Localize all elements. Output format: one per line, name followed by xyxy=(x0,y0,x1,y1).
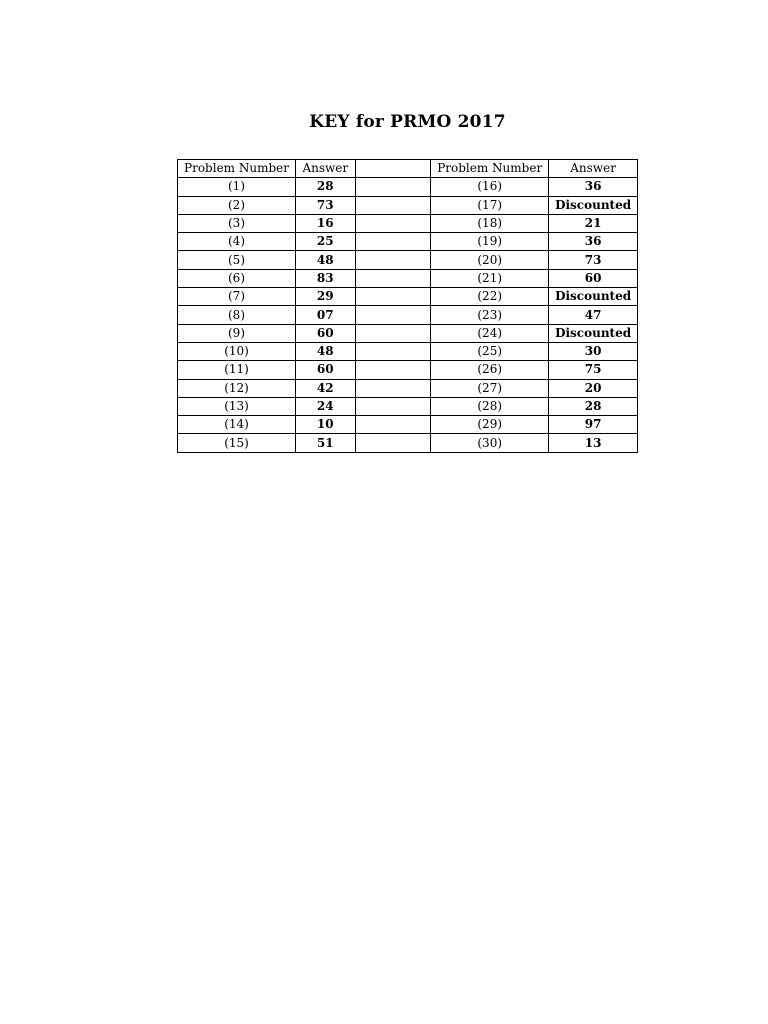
problem-number-cell: (26) xyxy=(431,361,549,379)
answer-cell: 51 xyxy=(296,434,356,452)
answer-cell: 24 xyxy=(296,397,356,415)
answer-cell: 36 xyxy=(549,178,638,196)
problem-number-cell: (24) xyxy=(431,324,549,342)
table-row xyxy=(178,416,638,434)
problem-number-cell: (29) xyxy=(431,416,549,434)
spacer-cell xyxy=(355,434,431,452)
spacer-cell xyxy=(355,361,431,379)
answer-cell: Discounted xyxy=(549,196,638,214)
problem-number-cell: (9) xyxy=(178,324,296,342)
answer-cell: 60 xyxy=(296,324,356,342)
header-answer: Answer xyxy=(296,160,356,178)
problem-number-cell: (21) xyxy=(431,269,549,287)
table-row xyxy=(178,178,638,196)
answer-cell: 48 xyxy=(296,342,356,360)
table-row xyxy=(178,288,638,306)
problem-number-cell: (20) xyxy=(431,251,549,269)
header-spacer xyxy=(355,160,431,178)
spacer-cell xyxy=(355,214,431,232)
table-row xyxy=(178,379,638,397)
spacer-cell xyxy=(355,306,431,324)
table-row xyxy=(178,324,638,342)
answer-cell: 60 xyxy=(549,269,638,287)
spacer-cell xyxy=(355,196,431,214)
answer-cell: 42 xyxy=(296,379,356,397)
answer-cell: 21 xyxy=(549,214,638,232)
answer-cell: Discounted xyxy=(549,288,638,306)
table-body xyxy=(178,178,638,452)
answer-cell: 13 xyxy=(549,434,638,452)
header-answer-2: Answer xyxy=(549,160,638,178)
spacer-cell xyxy=(355,324,431,342)
answer-cell: 29 xyxy=(296,288,356,306)
answer-cell: 97 xyxy=(549,416,638,434)
problem-number-cell: (16) xyxy=(431,178,549,196)
problem-number-cell: (7) xyxy=(178,288,296,306)
problem-number-cell: (13) xyxy=(178,397,296,415)
spacer-cell xyxy=(355,288,431,306)
spacer-cell xyxy=(355,251,431,269)
problem-number-cell: (3) xyxy=(178,214,296,232)
problem-number-cell: (11) xyxy=(178,361,296,379)
header-problem-number: Problem Number xyxy=(178,160,296,178)
problem-number-cell: (10) xyxy=(178,342,296,360)
problem-number-cell: (28) xyxy=(431,397,549,415)
answer-cell: 25 xyxy=(296,233,356,251)
answer-cell: 30 xyxy=(549,342,638,360)
table-row xyxy=(178,233,638,251)
table-row xyxy=(178,434,638,452)
spacer-cell xyxy=(355,269,431,287)
answer-cell: 60 xyxy=(296,361,356,379)
problem-number-cell: (2) xyxy=(178,196,296,214)
answer-cell: 20 xyxy=(549,379,638,397)
table-row xyxy=(178,306,638,324)
table-row xyxy=(178,361,638,379)
answer-cell: 16 xyxy=(296,214,356,232)
problem-number-cell: (6) xyxy=(178,269,296,287)
answer-cell: 48 xyxy=(296,251,356,269)
problem-number-cell: (27) xyxy=(431,379,549,397)
answer-cell: Discounted xyxy=(549,324,638,342)
table-row xyxy=(178,214,638,232)
problem-number-cell: (18) xyxy=(431,214,549,232)
spacer-cell xyxy=(355,178,431,196)
answer-cell: 28 xyxy=(549,397,638,415)
problem-number-cell: (5) xyxy=(178,251,296,269)
answer-cell: 83 xyxy=(296,269,356,287)
table-row xyxy=(178,269,638,287)
problem-number-cell: (23) xyxy=(431,306,549,324)
spacer-cell xyxy=(355,397,431,415)
answer-cell: 10 xyxy=(296,416,356,434)
problem-number-cell: (4) xyxy=(178,233,296,251)
problem-number-cell: (12) xyxy=(178,379,296,397)
page-title: KEY for PRMO 2017 xyxy=(309,112,506,132)
problem-number-cell: (1) xyxy=(178,178,296,196)
answer-cell: 07 xyxy=(296,306,356,324)
problem-number-cell: (22) xyxy=(431,288,549,306)
problem-number-cell: (14) xyxy=(178,416,296,434)
answer-cell: 73 xyxy=(296,196,356,214)
header-row xyxy=(178,160,638,178)
problem-number-cell: (15) xyxy=(178,434,296,452)
spacer-cell xyxy=(355,416,431,434)
table-row xyxy=(178,251,638,269)
problem-number-cell: (25) xyxy=(431,342,549,360)
table-row xyxy=(178,397,638,415)
answer-key-table xyxy=(177,159,638,453)
problem-number-cell: (30) xyxy=(431,434,549,452)
table-row xyxy=(178,342,638,360)
answer-cell: 47 xyxy=(549,306,638,324)
spacer-cell xyxy=(355,233,431,251)
header-problem-number-2: Problem Number xyxy=(431,160,549,178)
answer-cell: 75 xyxy=(549,361,638,379)
problem-number-cell: (17) xyxy=(431,196,549,214)
spacer-cell xyxy=(355,342,431,360)
answer-cell: 36 xyxy=(549,233,638,251)
problem-number-cell: (19) xyxy=(431,233,549,251)
answer-cell: 28 xyxy=(296,178,356,196)
spacer-cell xyxy=(355,379,431,397)
answer-cell: 73 xyxy=(549,251,638,269)
problem-number-cell: (8) xyxy=(178,306,296,324)
table-row xyxy=(178,196,638,214)
